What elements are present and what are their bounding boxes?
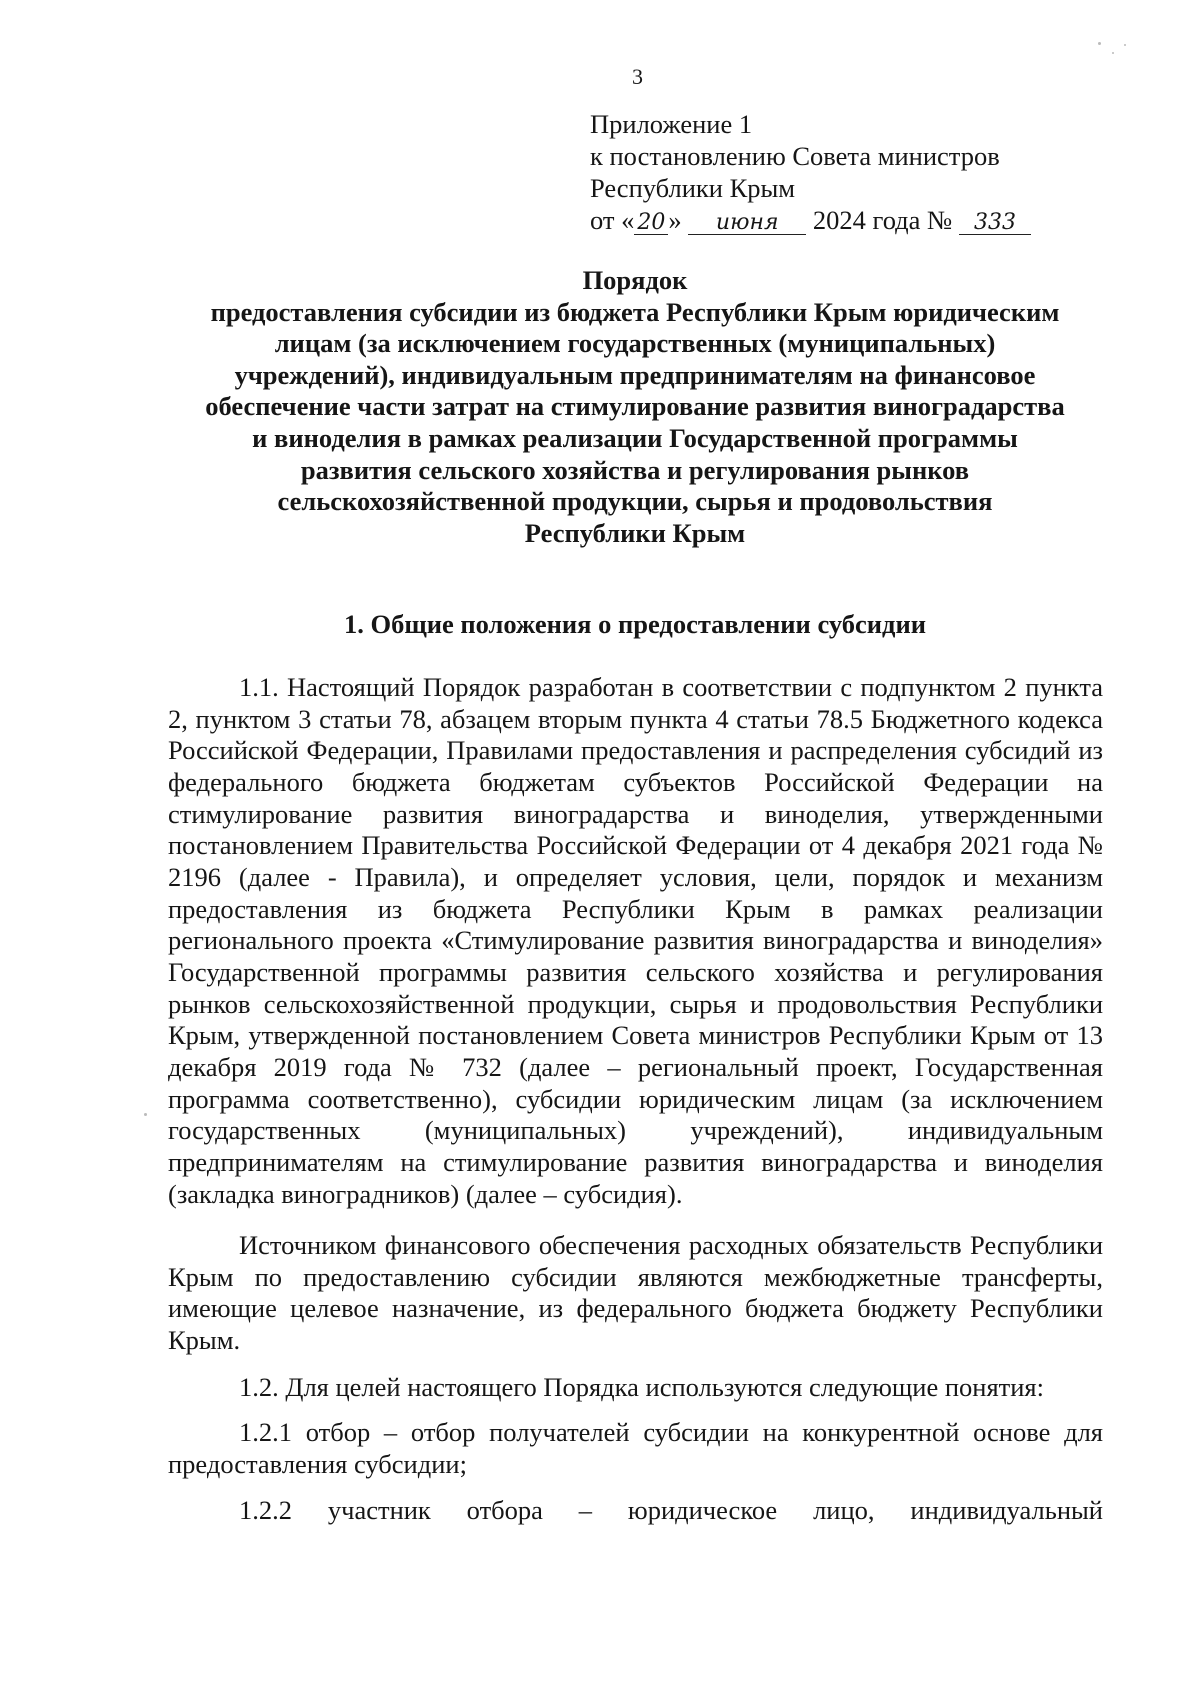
section-body — [168, 672, 1103, 1526]
title-line-3: учреждений), индивидуальным предпринимателям на финансовое — [234, 359, 1036, 390]
scan-speck — [1098, 42, 1101, 45]
appendix-line-3: Республики Крым — [590, 173, 796, 203]
title-line-6: развития сельского хозяйства и регулирования рынков — [300, 454, 970, 485]
date-mid: » — [668, 205, 682, 235]
paragraph-1-2-1: 1.2.1 отбор – отбор получателей субсидии на конкурентной основе для предоставления субсидии; — [168, 1417, 1103, 1480]
date-number: 333 — [959, 212, 1031, 235]
date-month: июня — [688, 212, 806, 235]
paragraph-1-1: 1.1. Настоящий Порядок разработан в соответствии с подпунктом 2 пункта 2, пунктом 3 статьи 78, абзацем вторым пункта 4 статьи 78.5 Бюджетного кодекса Российской Федерации, Правилами предоставления и распределения субсидий из федерального бюджета бюджетам субъектов Российской Федерации на стимулирование развития виноградарства и виноделия, утвержденными постановлением Правительства Российской Федерации от 4 декабря 2021 года № 2196 (далее - Правила), и определяет условия, цели, порядок и механизм предоставления из бюджета Республики Крым в рамках реализации регионального проекта «Стимулирование развития виноградарства и виноделия» Государственной программы развития сельского хозяйства и регулирования рынков сельскохозяйственной продукции, сырья и продовольствия Республики Крым, утвержденной постановлением Совета министров Республики Крым от 13 декабря 2019 года № 732 (далее – региональный проект, Государственная программа соответственно), субсидии юридическим лицам (за исключением государственных (муниципальных) учреждений), индивидуальным предпринимателям на стимулирование развития виноградарства и виноделия (закладка виноградников) (далее – субсидия). — [168, 672, 1103, 1209]
appendix-date-line — [590, 204, 1031, 236]
appendix-block — [590, 108, 1031, 236]
date-year: 2024 года № — [812, 205, 953, 235]
title-line-4: обеспечение части затрат на стимулирование развития виноградарства — [205, 391, 1065, 422]
title-line-7: сельскохозяйственной продукции, сырья и продовольствия — [277, 486, 993, 517]
appendix-line-2: к постановлению Совета министров — [590, 141, 1000, 171]
paragraph-funding-source: Источником финансового обеспечения расходных обязательств Республики Крым по предоставлению субсидии являются межбюджетные трансферты, имеющие целевое назначение, из федерального бюджета бюджету Республики Крым. — [168, 1230, 1103, 1356]
scan-speck — [1124, 44, 1126, 46]
title-line-8: Республики Крым — [524, 517, 746, 548]
title-line-1: предоставления субсидии из бюджета Республики Крым юридическим — [210, 296, 1060, 327]
paragraph-1-2-2: 1.2.2 участник отбора – юридическое лицо, индивидуальный — [239, 1494, 1103, 1525]
page-number: 3 — [632, 64, 643, 89]
date-prefix: от « — [590, 205, 635, 235]
scan-speck — [1112, 52, 1114, 54]
scan-speck — [144, 1113, 147, 1116]
title-heading: Порядок — [582, 265, 688, 295]
title-line-2: лицам (за исключением государственных (муниципальных) — [274, 328, 996, 359]
section-heading: 1. Общие положения о предоставлении субсидии — [343, 609, 926, 639]
document-title — [170, 265, 1100, 549]
paragraph-1-2: 1.2. Для целей настоящего Порядка используются следующие понятия: — [239, 1371, 1044, 1402]
date-day: 20 — [634, 212, 668, 235]
appendix-line-1: Приложение 1 — [590, 109, 753, 139]
title-line-5: и виноделия в рамках реализации Государственной программы — [252, 422, 1018, 453]
